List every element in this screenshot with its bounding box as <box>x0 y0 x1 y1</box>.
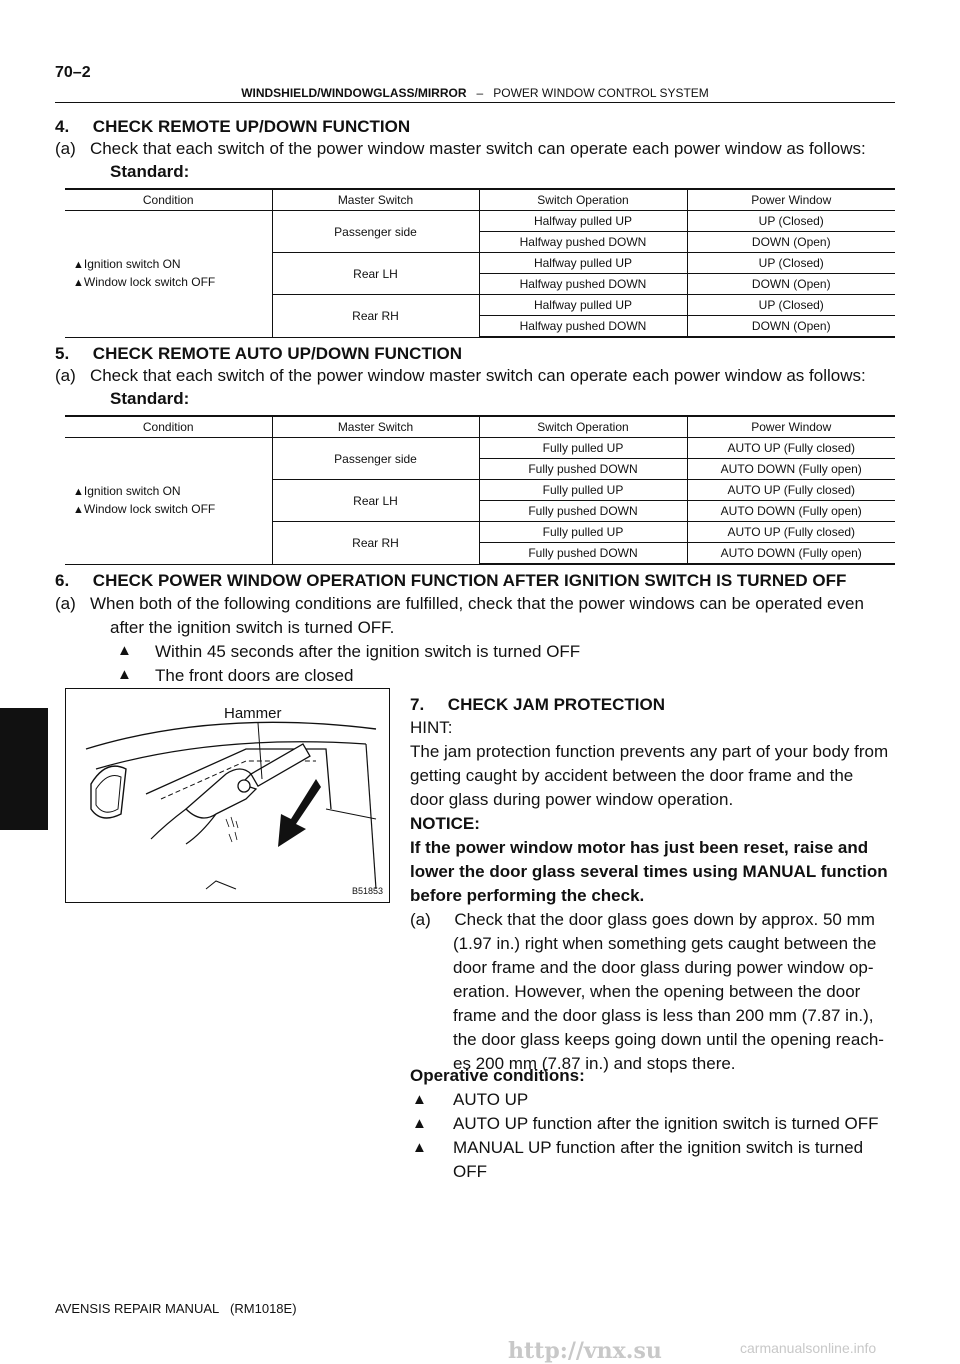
watermark-link[interactable]: http://vnx.su <box>508 1338 662 1364</box>
col-header-condition: Condition <box>65 189 272 211</box>
step4-standard: Standard: <box>110 162 190 181</box>
operative-label: Operative conditions: <box>410 1066 585 1085</box>
hint-text: The jam protection function prevents any part of your body from getting caught by accident between the door frame and the door glass during power window operation. <box>410 742 889 809</box>
step6-item-a-cont: after the ignition switch is turned OFF. <box>110 618 395 637</box>
operation-cell: Halfway pushed DOWN <box>479 274 687 295</box>
bullet-icon: ▲ <box>412 1139 427 1156</box>
bullet-icon: ▲ <box>412 1091 427 1108</box>
step6-title: 6. CHECK POWER WINDOW OPERATION FUNCTION AFTER IGNITION SWITCH IS TURNED OFF <box>55 571 847 590</box>
step7-item-a: (a) Check that the door glass goes down by approx. 50 mm <box>410 910 875 929</box>
col-header-condition: Condition <box>65 416 272 438</box>
step4-item-a: (a) Check that each switch of the power window master switch can operate each power window as follows: <box>55 139 866 158</box>
condition-cell: ▲Ignition switch ON ▲Window lock switch OFF <box>65 438 272 565</box>
footer-manual-id: AVENSIS REPAIR MANUAL (RM1018E) <box>55 1301 297 1316</box>
operation-cell: Halfway pulled UP <box>479 253 687 274</box>
table-row <box>65 211 895 232</box>
operation-cell: Fully pushed DOWN <box>479 501 687 522</box>
bullet-icon: ▲ <box>117 666 132 683</box>
bullet-icon: ▲ <box>117 642 132 659</box>
operation-cell: Halfway pulled UP <box>479 211 687 232</box>
step5-standard: Standard: <box>110 389 190 408</box>
bullet-icon: ▲ <box>73 503 84 516</box>
section-title: WINDSHIELD/WINDOWGLASS/MIRROR <box>241 86 467 100</box>
step6-item-a: (a) When both of the following conditions are fulfilled, check that the power windows can be operated even <box>55 594 864 613</box>
operation-cell: Halfway pushed DOWN <box>479 316 687 338</box>
operation-cell: Fully pushed DOWN <box>479 543 687 565</box>
bullet-icon: ▲ <box>412 1115 427 1132</box>
col-header-power-window: Power Window <box>687 189 895 211</box>
table-remote-updown <box>65 188 895 338</box>
hint-label: HINT: <box>410 718 453 737</box>
operative-item-3-cont: OFF <box>453 1162 487 1181</box>
master-switch-cell: Rear RH <box>272 522 479 565</box>
step6-bullet-1: Within 45 seconds after the ignition switch is turned OFF <box>155 642 581 661</box>
power-window-cell: AUTO UP (Fully closed) <box>687 522 895 543</box>
col-header-switch-operation: Switch Operation <box>479 189 687 211</box>
notice-label: NOTICE: <box>410 814 480 833</box>
power-window-cell: UP (Closed) <box>687 295 895 316</box>
condition-cell: ▲Ignition switch ON ▲Window lock switch OFF <box>65 211 272 338</box>
section-tab <box>0 708 48 830</box>
power-window-cell: AUTO UP (Fully closed) <box>687 438 895 459</box>
bullet-icon: ▲ <box>73 258 84 271</box>
master-switch-cell: Passenger side <box>272 211 479 253</box>
operative-item-2: AUTO UP function after the ignition switch is turned OFF <box>453 1114 879 1133</box>
page-number: 70–2 <box>55 64 91 81</box>
header-separator: – <box>476 86 484 100</box>
step5-title: 5. CHECK REMOTE AUTO UP/DOWN FUNCTION <box>55 344 463 363</box>
power-window-cell: AUTO DOWN (Fully open) <box>687 543 895 565</box>
operation-cell: Halfway pushed DOWN <box>479 232 687 253</box>
power-window-cell: DOWN (Open) <box>687 274 895 295</box>
step7-item-a-cont: (1.97 in.) right when something gets caught between the door frame and the door glass during power window op- eration. However, when the opening between the door frame and the door glass is less than 200 mm (7.87 in.), the door glass keeps going down until the opening reach- es 200 mm (7.87 in.) and stops there. <box>453 934 884 1073</box>
operation-cell: Fully pulled UP <box>479 438 687 459</box>
col-header-switch-operation: Switch Operation <box>479 416 687 438</box>
header-rule <box>55 102 895 103</box>
operation-cell: Fully pulled UP <box>479 480 687 501</box>
table-row <box>65 438 895 459</box>
notice-text: If the power window motor has just been reset, raise and lower the door glass several times using MANUAL function before performing the check. <box>410 838 888 905</box>
power-window-cell: UP (Closed) <box>687 211 895 232</box>
operative-item-3: MANUAL UP function after the ignition switch is turned <box>453 1138 864 1157</box>
master-switch-cell: Passenger side <box>272 438 479 480</box>
power-window-cell: AUTO UP (Fully closed) <box>687 480 895 501</box>
watermark-site: carmanualsonline.info <box>740 1340 877 1356</box>
step6-bullet-2: The front doors are closed <box>155 666 354 685</box>
master-switch-cell: Rear LH <box>272 480 479 522</box>
bullet-icon: ▲ <box>73 485 84 498</box>
running-header <box>55 86 895 100</box>
table-remote-auto-updown <box>65 415 895 565</box>
step5-item-a: (a) Check that each switch of the power window master switch can operate each power window as follows: <box>55 366 866 385</box>
step7-title: 7. CHECK JAM PROTECTION <box>410 695 666 714</box>
operation-cell: Fully pulled UP <box>479 522 687 543</box>
operative-item-1: AUTO UP <box>453 1090 529 1109</box>
figure-code: B51853 <box>352 886 384 896</box>
step4-title: 4. CHECK REMOTE UP/DOWN FUNCTION <box>55 117 411 136</box>
power-window-cell: UP (Closed) <box>687 253 895 274</box>
operation-cell: Fully pushed DOWN <box>479 459 687 480</box>
col-header-master-switch: Master Switch <box>272 189 479 211</box>
bullet-icon: ▲ <box>73 276 84 289</box>
master-switch-cell: Rear RH <box>272 295 479 338</box>
col-header-master-switch: Master Switch <box>272 416 479 438</box>
operation-cell: Halfway pulled UP <box>479 295 687 316</box>
subsection-title: POWER WINDOW CONTROL SYSTEM <box>493 86 709 100</box>
power-window-cell: DOWN (Open) <box>687 316 895 338</box>
figure-hammer-illustration <box>65 688 390 903</box>
power-window-cell: DOWN (Open) <box>687 232 895 253</box>
master-switch-cell: Rear LH <box>272 253 479 295</box>
power-window-cell: AUTO DOWN (Fully open) <box>687 459 895 480</box>
col-header-power-window: Power Window <box>687 416 895 438</box>
figure-label-hammer: Hammer <box>224 705 282 722</box>
power-window-cell: AUTO DOWN (Fully open) <box>687 501 895 522</box>
